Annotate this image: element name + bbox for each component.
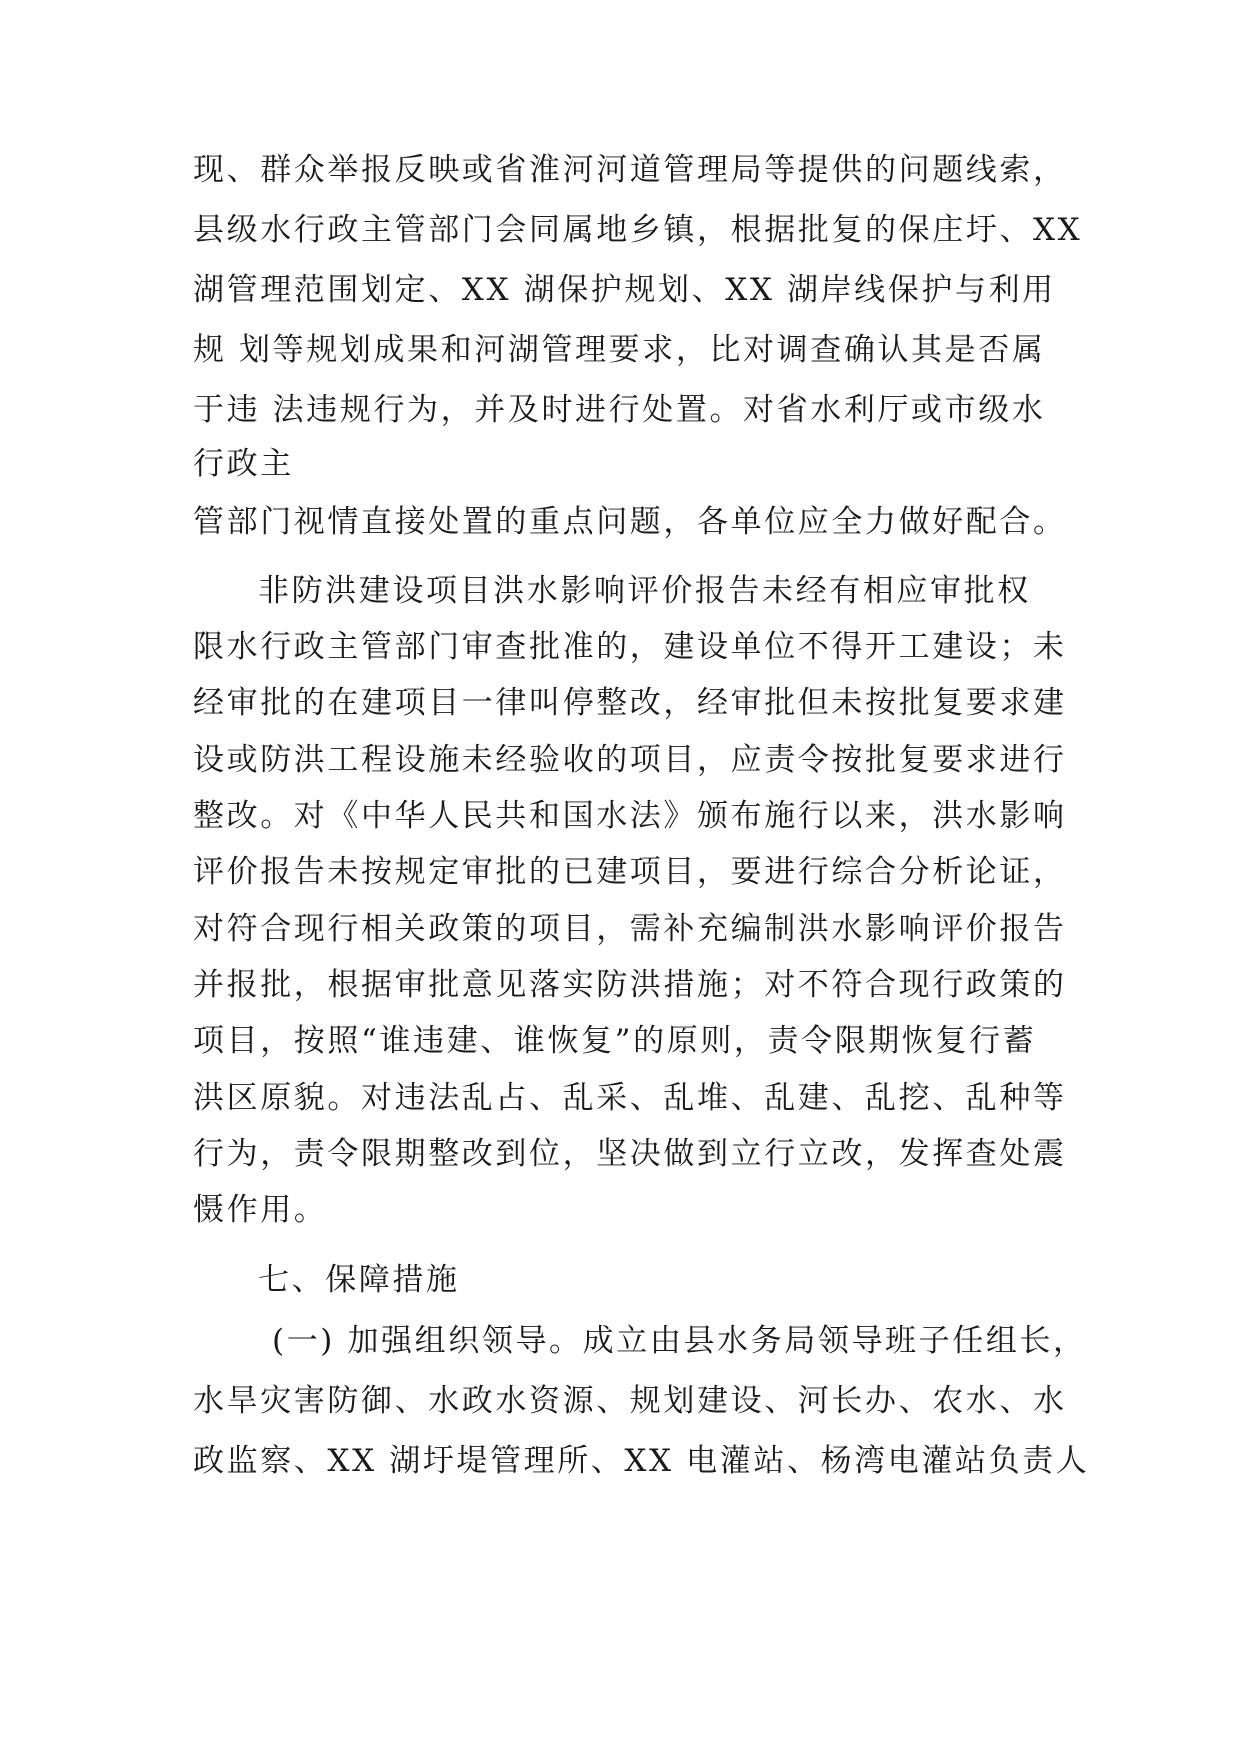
paragraph-line: 政监察、XX 湖圩堤管理所、XX 电灌站、杨湾电灌站负责人 <box>193 1443 1090 1479</box>
paragraph-line: 水旱灾害防御、水政水资源、规划建设、河长办、农水、水 <box>193 1383 1067 1419</box>
paragraph-line: 慑作用。 <box>193 1192 328 1228</box>
paragraph-line: 湖管理范围划定、XX 湖保护规划、XX 湖岸线保护与利用 <box>193 272 1056 308</box>
paragraph-line: 管部门视情直接处置的重点问题，各单位应全力做好配合。 <box>193 504 1067 540</box>
paragraph-line: 现、群众举报反映或省淮河河道管理局等提供的问题线索， <box>193 152 1067 188</box>
paragraph-line: 对符合现行相关政策的项目，需补充编制洪水影响评价报告 <box>193 911 1067 947</box>
paragraph-line: 限水行政主管部门审查批准的，建设单位不得开工建设；未 <box>193 629 1067 665</box>
paragraph-line: 设或防洪工程设施未经验收的项目，应责令按批复要求进行 <box>193 742 1067 778</box>
paragraph-line: 县级水行政主管部门会同属地乡镇，根据批复的保庄圩、XX <box>193 212 1083 248</box>
paragraph-line: 项目，按照“谁违建、谁恢复”的原则，责令限期恢复行蓄 <box>193 1023 1037 1059</box>
paragraph-line: 非防洪建设项目洪水影响评价报告未经有相应审批权 <box>258 573 1031 609</box>
paragraph-line: (一) 加强组织领导。成立由县水务局领导班子任组长， <box>272 1323 1087 1359</box>
paragraph-line: 评价报告未按规定审批的已建项目，要进行综合分析论证， <box>193 854 1067 890</box>
section-heading: 七、保障措施 <box>258 1262 460 1298</box>
paragraph-line: 行政主 <box>193 446 294 482</box>
paragraph-line: 行为，责令限期整改到位，坚决做到立行立改，发挥查处震 <box>193 1136 1067 1172</box>
paragraph-line: 规 划等规划成果和河湖管理要求，比对调查确认其是否属 <box>193 332 1046 368</box>
paragraph-line: 整改。对《中华人民共和国水法》颁布施行以来，洪水影响 <box>193 798 1067 834</box>
paragraph-line: 并报批，根据审批意见落实防洪措施；对不符合现行政策的 <box>193 967 1067 1003</box>
paragraph-line: 经审批的在建项目一律叫停整改，经审批但未按批复要求建 <box>193 685 1067 721</box>
paragraph-line: 于违 法违规行为，并及时进行处置。对省水利厅或市级水 <box>193 392 1046 428</box>
paragraph-line: 洪区原貌。对违法乱占、乱采、乱堆、乱建、乱挖、乱种等 <box>193 1080 1067 1116</box>
